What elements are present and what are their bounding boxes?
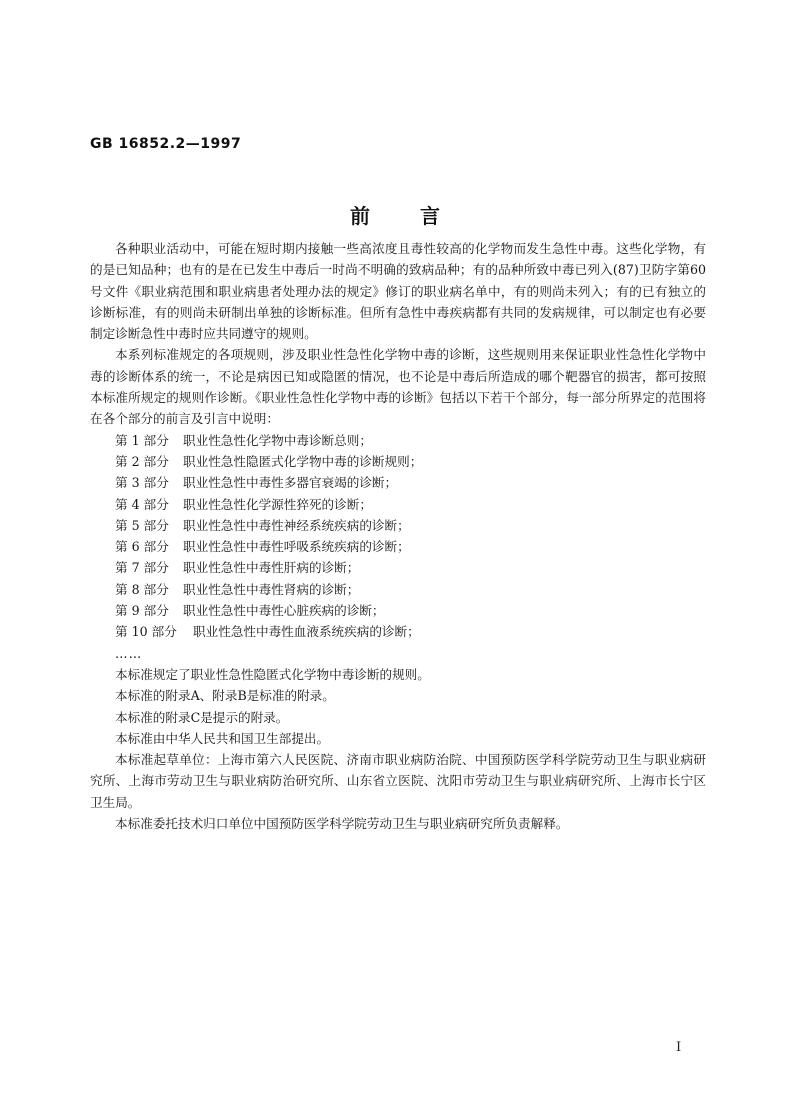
page-title <box>0 200 792 229</box>
part-title: 职业性急性中毒性肝病的诊断； <box>183 560 360 576</box>
list-item <box>90 472 706 493</box>
list-ellipsis: …… <box>115 645 143 661</box>
list-item <box>90 621 706 642</box>
list-item <box>90 536 706 557</box>
list-item <box>90 494 706 515</box>
part-title: 职业性急性化学源性猝死的诊断； <box>183 496 372 512</box>
list-item <box>90 557 706 578</box>
part-number: 第 9 部分 <box>115 603 169 619</box>
title-char-1: 前 <box>350 204 372 228</box>
part-title: 职业性急性化学物中毒诊断总则； <box>183 432 372 448</box>
list-item <box>90 451 706 472</box>
standard-code: GB 16852.2—1997 <box>90 136 242 152</box>
part-number: 第 8 部分 <box>115 581 169 597</box>
part-title: 职业性急性中毒性多器官衰竭的诊断； <box>183 475 398 491</box>
paragraph-scope: 本系列标准规定的各项规则，涉及职业性急性化学物中毒的诊断，这些规则用来保证职业性急性化学物中毒的诊断体系的统一，不论是病因已知或隐匿的情况，也不论是中毒后所造成的哪个靶器官的损害，都可按照本标准所规定的规则作诊断。《职业性急性化学物中毒的诊断》包括以下若干个部分，每一部分所界定的范围将在各个部分的前言及引言中说明： <box>90 347 706 427</box>
list-item <box>90 430 706 451</box>
closing-statement-interpretation: 本标准委托技术归口单位中国预防医学科学院劳动卫生与职业病研究所负责解释。 <box>115 816 569 832</box>
paragraph-intro: 各种职业活动中，可能在短时期内接触一些高浓度且毒性较高的化学物而发生急性中毒。这些化学物，有的是已知品种；也有的是在已发生中毒后一时尚不明确的致病品种；有的品种所致中毒已列入(87)卫防字第60号文件《职业病范围和职业病患者处理办法的规定》修订的职业病名单中，有的则尚未列入；有的已有独立的诊断标准，有的则尚未研制出单独的诊断标准。但所有急性中毒疾病都有共同的发病规律，可以制定也有必要制定诊断急性中毒时应共同遵守的规则。 <box>90 241 706 342</box>
list-item <box>90 600 706 621</box>
part-title: 职业性急性中毒性肾病的诊断； <box>183 581 360 597</box>
closing-statement-scope: 本标准规定了职业性急性隐匿式化学物中毒诊断的规则。 <box>115 666 430 682</box>
part-title: 职业性急性中毒性血液系统疾病的诊断； <box>193 624 420 640</box>
list-item <box>90 515 706 536</box>
part-title: 职业性急性中毒性心脏疾病的诊断； <box>183 603 385 619</box>
part-title: 职业性急性隐匿式化学物中毒的诊断规则； <box>183 453 423 469</box>
part-number: 第 1 部分 <box>115 432 169 448</box>
part-title: 职业性急性中毒性呼吸系统疾病的诊断； <box>183 539 410 555</box>
part-number: 第 5 部分 <box>115 517 169 533</box>
closing-statement-annex-ab: 本标准的附录A、附录B是标准的附录。 <box>115 688 335 704</box>
part-number: 第 2 部分 <box>115 453 169 469</box>
foreword-body <box>90 238 706 834</box>
closing-statement-annex-c: 本标准的附录C是提示的附录。 <box>115 709 289 725</box>
part-number: 第 6 部分 <box>115 539 169 555</box>
part-number: 第 7 部分 <box>115 560 169 576</box>
part-number: 第 3 部分 <box>115 475 169 491</box>
list-item <box>90 579 706 600</box>
part-number: 第 4 部分 <box>115 496 169 512</box>
closing-statement-drafters: 本标准起草单位：上海市第六人民医院、济南市职业病防治院、中国预防医学科学院劳动卫生与职业病研究所、上海市劳动卫生与职业病防治研究所、山东省立医院、沈阳市劳动卫生与职业病研究所、上海市长宁区卫生局。 <box>90 752 706 810</box>
closing-statement-proposer: 本标准由中华人民共和国卫生部提出。 <box>115 730 330 746</box>
page-number: I <box>676 1040 682 1055</box>
part-title: 职业性急性中毒性神经系统疾病的诊断； <box>183 517 410 533</box>
part-number: 第 10 部分 <box>115 624 177 640</box>
title-char-2: 言 <box>420 204 442 228</box>
